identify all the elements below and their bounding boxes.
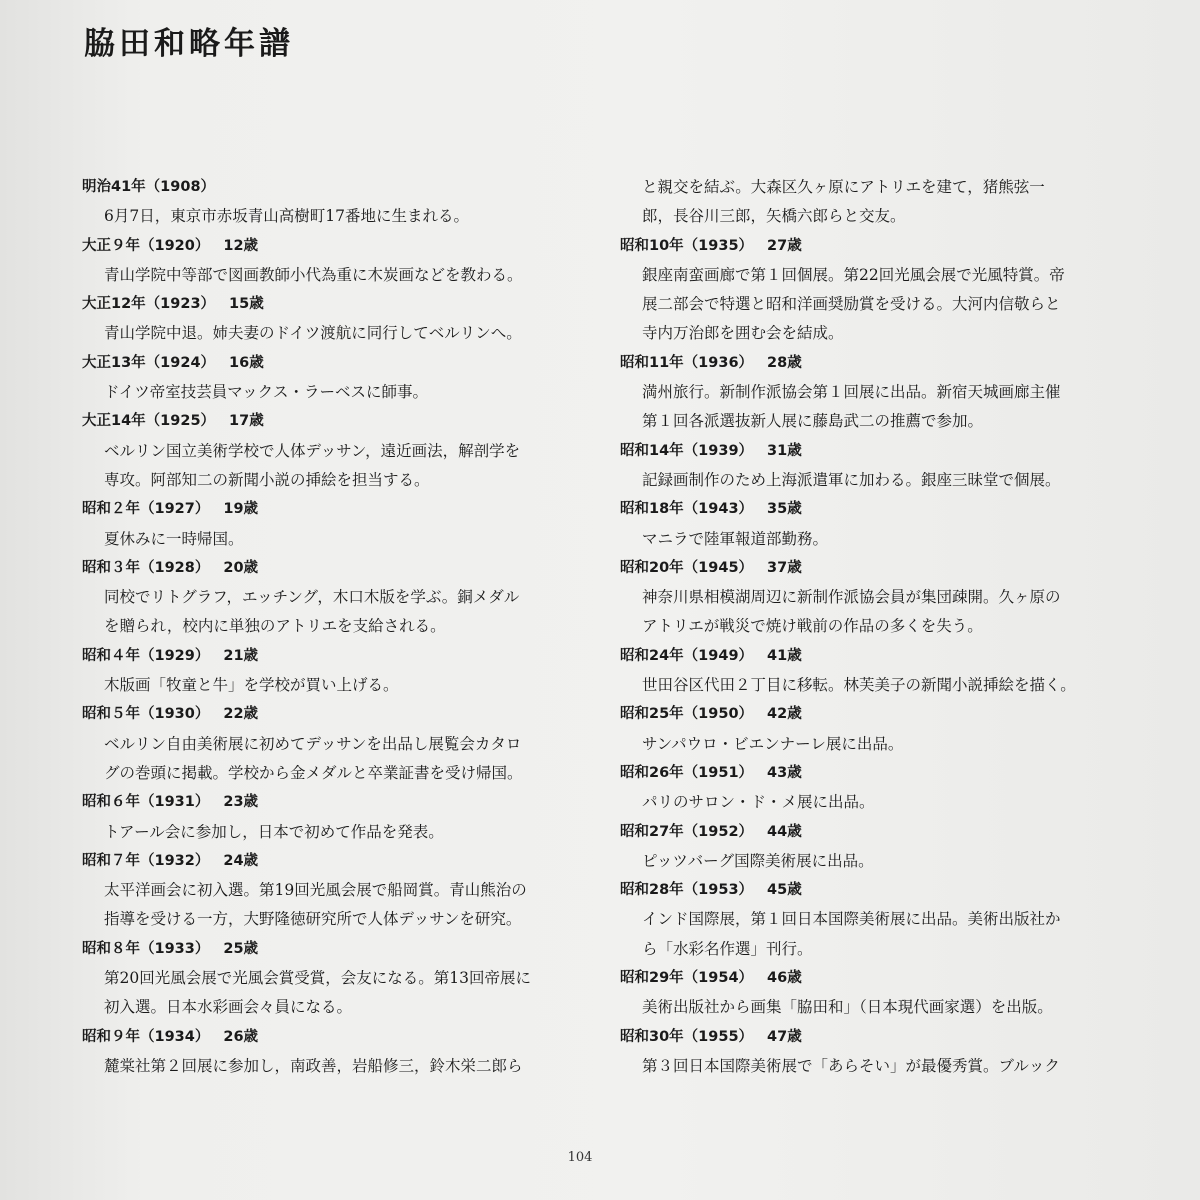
entry-year: 昭和24年（1949） [620, 647, 754, 664]
entry-age: 23歳 [223, 794, 259, 811]
chronology-entry-text: 神奈川県相模湖周辺に新制作派協会員が集団疎開。久ヶ原の [642, 588, 1061, 607]
entry-year: 昭和４年（1929） [82, 647, 210, 664]
chronology-entry-heading [82, 290, 582, 319]
entry-age: 26歳 [223, 1028, 259, 1045]
entry-age: 43歳 [767, 764, 802, 781]
entry-year: 昭和27年（1952） [620, 823, 754, 840]
chronology-entry-text: を贈られ，校内に単独のアトリエを支給される。 [104, 617, 446, 636]
chronology-entry-heading [620, 964, 1130, 993]
chronology-entry-text: トアール会に参加し，日本で初めて作品を発表。 [104, 822, 444, 841]
entry-age: 16歳 [229, 354, 264, 371]
entry-age: 31歳 [767, 442, 802, 459]
chronology-entry-text: 第20回光風会展で光風会賞受賞，会友になる。第13回帝展に [104, 969, 531, 988]
entry-age: 15歳 [229, 296, 264, 313]
chronology-entry-heading [82, 232, 582, 261]
entry-year: 昭和２年（1927） [82, 501, 210, 518]
entry-year: 昭和３年（1928） [82, 559, 210, 576]
chronology-entry-heading [620, 554, 1130, 583]
entry-age: 21歳 [223, 647, 259, 664]
chronology-entry-heading [620, 1023, 1130, 1052]
chronology-entry-heading [620, 876, 1130, 905]
entry-age: 24歳 [223, 852, 259, 869]
chronology-entry-text: 世田谷区代田２丁目に移転。林芙美子の新聞小説挿絵を描く。 [642, 676, 1076, 695]
chronology-entry-heading [620, 700, 1130, 729]
entry-year: 昭和９年（1934） [82, 1028, 210, 1045]
entry-year: 昭和10年（1935） [620, 237, 754, 254]
entry-year: 昭和25年（1950） [620, 706, 754, 723]
chronology-entry-text: 同校でリトグラフ，エッチング，木口木版を学ぶ。銅メダル [104, 588, 520, 607]
chronology-entry-text: 郎，長谷川三郎，矢橋六郎らと交友。 [642, 207, 906, 226]
chronology-entry-heading [82, 407, 582, 436]
entry-year: 昭和11年（1936） [620, 354, 754, 371]
chronology-entry-text: と親交を結ぶ。大森区久ヶ原にアトリエを建て，猪熊弦一 [642, 178, 1045, 196]
chronology-entry-heading [82, 700, 582, 729]
chronology-entry-text: 記録画制作のため上海派遣軍に加わる。銀座三昧堂で個展。 [642, 470, 1061, 489]
chronology-entry-text: ドイツ帝室技芸員マックス・ラーベスに師事。 [104, 383, 428, 402]
chronology-entry-heading [82, 935, 582, 964]
chronology-entry-text: アトリエが戦災で焼け戦前の作品の多くを失う。 [642, 617, 983, 636]
entry-age: 47歳 [767, 1028, 802, 1045]
chronology-entry-heading [82, 1023, 582, 1052]
entry-age: 46歳 [767, 970, 802, 987]
page-number: 104 [567, 1150, 593, 1165]
chronology-entry-heading [82, 495, 582, 524]
chronology-entry-text: グの巻頭に掲載。学校から金メダルと卒業証書を受け帰国。 [104, 763, 523, 782]
chronology-entry-heading [82, 173, 582, 202]
chronology-entry-text: 青山学院中退。姉夫妻のドイツ渡航に同行してベルリンへ。 [104, 324, 522, 343]
chronology-entry-text: 木版画「牧童と牛」を学校が買い上げる。 [104, 676, 399, 695]
entry-year: 昭和５年（1930） [82, 706, 210, 723]
chronology-entry-text: 太平洋画会に初入選。第19回光風会展で船岡賞。青山熊治の [104, 881, 527, 900]
chronology-entry-text: 初入選。日本水彩画会々員になる。 [104, 998, 353, 1017]
chronology-entry-text: ピッツバーグ国際美術展に出品。 [642, 851, 874, 870]
entry-age: 44歳 [767, 823, 802, 840]
entry-age: 27歳 [767, 237, 802, 254]
chronology-entry-text: 青山学院中等部で図画教師小代為重に木炭画などを教わる。 [104, 265, 523, 284]
entry-year: 昭和18年（1943） [620, 501, 754, 518]
chronology-entry-heading [620, 437, 1130, 466]
chronology-entry-heading [82, 788, 582, 817]
chronology-entry-heading [620, 818, 1130, 847]
chronology-entry-text: 第１回各派選抜新人展に藤島武二の推薦で参加。 [642, 412, 984, 431]
entry-age: 42歳 [767, 706, 802, 723]
entry-year: 昭和26年（1951） [620, 764, 754, 781]
chronology-entry-heading [620, 349, 1130, 378]
entry-year: 昭和30年（1955） [620, 1028, 754, 1045]
chronology-entry-text: 第３回日本国際美術展で「あらそい」が最優秀賞。ブルック [642, 1056, 1060, 1075]
entry-year: 昭和７年（1932） [82, 852, 210, 869]
entry-age: 35歳 [767, 501, 802, 518]
entry-age: 28歳 [767, 354, 802, 371]
chronology-entry-text: ベルリン自由美術展に初めてデッサンを出品し展覧会カタロ [104, 734, 522, 753]
chronology-entry-text: サンパウロ・ビエンナーレ展に出品。 [642, 734, 904, 753]
chronology-entry-heading [82, 642, 582, 671]
entry-year: 大正14年（1925） [82, 413, 216, 430]
entry-age: 41歳 [767, 647, 802, 664]
chronology-entry-heading [82, 554, 582, 583]
entry-year: 大正12年（1923） [82, 296, 216, 313]
entry-year: 昭和８年（1933） [82, 940, 210, 957]
entry-year: 昭和６年（1931） [82, 794, 210, 811]
chronology-entry-heading [82, 847, 582, 876]
entry-age: 19歳 [223, 501, 259, 518]
chronology-entry-heading [620, 495, 1130, 524]
entry-year: 昭和14年（1939） [620, 442, 754, 459]
chronology-entry-text: 銀座南蛮画廊で第１回個展。第22回光風会展で光風特賞。帝 [642, 265, 1065, 284]
chronology-entry-text: ら「水彩名作選」刊行。 [642, 939, 813, 958]
entry-age: 12歳 [223, 237, 259, 254]
chronology-entry-text: ベルリン国立美術学校で人体デッサン，遠近画法，解剖学を [104, 441, 521, 460]
chronology-entry-heading [620, 232, 1130, 261]
chronology-entry-text: 展二部会で特選と昭和洋画奨励賞を受ける。大河内信敬らと [642, 295, 1061, 314]
entry-age: 37歳 [767, 559, 802, 576]
chronology-left-column [82, 173, 582, 1081]
chronology-entry-text: パリのサロン・ド・メ展に出品。 [642, 793, 875, 812]
entry-age: 22歳 [223, 706, 259, 723]
chronology-entry-text: マニラで陸軍報道部勤務。 [642, 529, 829, 548]
entry-year: 昭和29年（1954） [620, 970, 754, 987]
chronology-right-column [620, 173, 1130, 1081]
entry-age: 20歳 [223, 559, 259, 576]
chronology-entry-text: インド国際展，第１回日本国際美術展に出品。美術出版社か [642, 910, 1061, 929]
entry-age: 17歳 [229, 413, 264, 430]
chronology-entry-heading [82, 349, 582, 378]
chronology-entry-text: 満州旅行。新制作派協会第１回展に出品。新宿天城画廊主催 [642, 383, 1061, 402]
entry-age: 25歳 [223, 940, 259, 957]
page-title: 脇田和略年譜 [84, 26, 294, 62]
chronology-entry-text: 夏休みに一時帰国。 [104, 529, 244, 548]
entry-year: 昭和28年（1953） [620, 882, 754, 899]
entry-year: 大正13年（1924） [82, 354, 216, 371]
chronology-entry-text: 6月7日，東京市赤坂青山高樹町17番地に生まれる。 [104, 207, 469, 226]
entry-year: 昭和20年（1945） [620, 559, 754, 576]
chronology-entry-text: 美術出版社から画集「脇田和」（日本現代画家選）を出版。 [642, 998, 1053, 1017]
entry-age: 45歳 [767, 882, 802, 899]
chronology-entry-heading [620, 642, 1130, 671]
entry-year: 明治41年（1908） [82, 179, 216, 195]
chronology-entry-text: 専攻。阿部知二の新聞小説の挿絵を担当する。 [104, 470, 430, 489]
entry-year: 大正９年（1920） [82, 237, 210, 254]
chronology-entry-text: 指導を受ける一方，大野隆徳研究所で人体デッサンを研究。 [104, 910, 522, 929]
chronology-entry-text: 寺内万治郎を囲む会を結成。 [642, 324, 844, 343]
chronology-entry-heading [620, 759, 1130, 788]
chronology-entry-text: 麓棠社第２回展に参加し，南政善，岩船修三，鈴木栄二郎ら [104, 1056, 523, 1075]
